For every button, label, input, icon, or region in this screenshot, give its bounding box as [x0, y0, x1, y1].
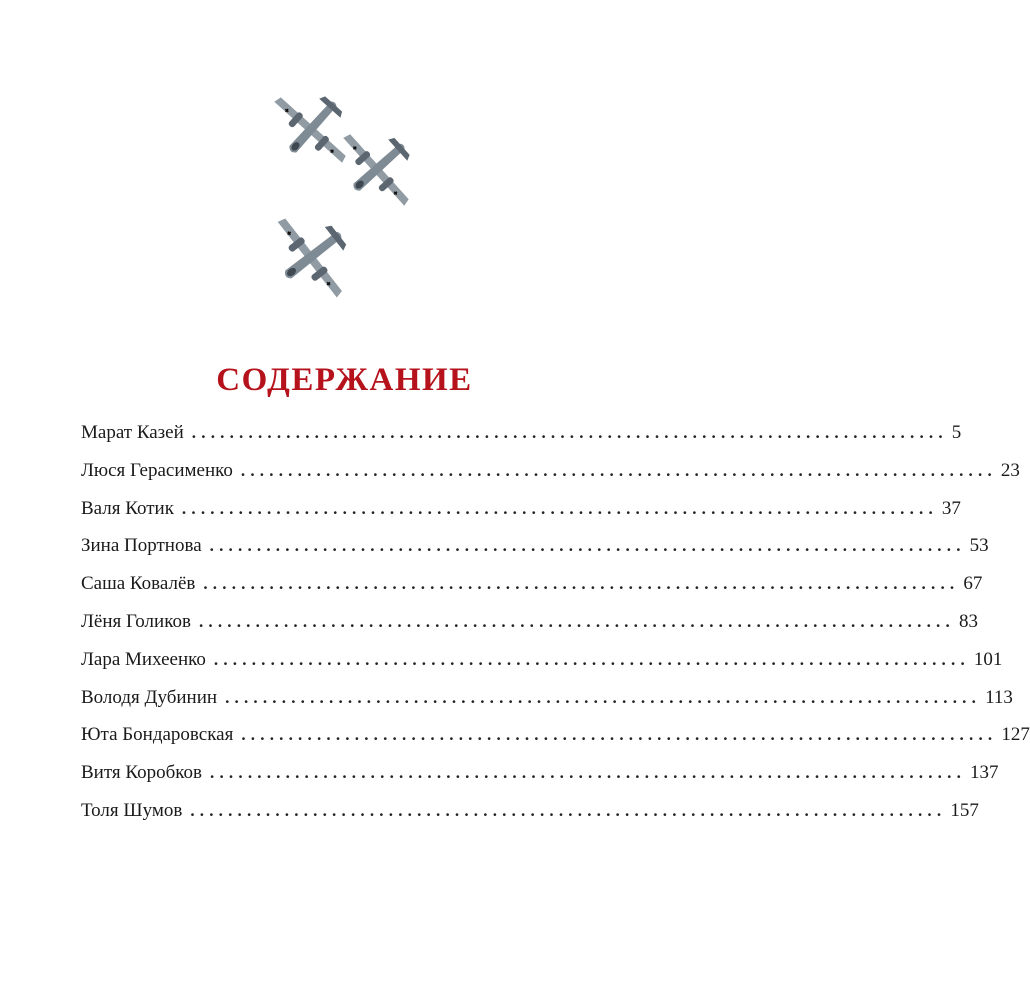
toc-entry-page-number: 157 [950, 799, 979, 821]
toc-entry[interactable] [81, 762, 999, 800]
toc-entry[interactable] [81, 648, 1003, 687]
toc-entry[interactable] [81, 799, 979, 838]
dot-leader: ................................................................................ [181, 498, 938, 518]
toc-entry-page-number: 113 [985, 686, 1013, 708]
toc-entry-name: Юта Бондаровская [81, 724, 234, 746]
airplane-icon-1 [257, 72, 369, 182]
toc-entry-name: Валя Котик [81, 497, 174, 519]
toc-entry-page-number: 23 [1000, 459, 1020, 481]
airplanes-formation-icon [250, 78, 440, 310]
airplane-icon-3 [256, 196, 369, 314]
toc-entry-name: Толя Шумов [81, 799, 183, 821]
toc-entry-name: Лёня Голиков [81, 610, 191, 632]
toc-entry-name: Володя Дубинин [81, 686, 218, 708]
toc-entry-page-number: 53 [969, 535, 989, 557]
dot-leader: ................................................................................ [225, 687, 982, 707]
toc-entry[interactable] [81, 459, 1020, 498]
dot-leader: ................................................................................ [191, 423, 948, 442]
dot-leader: ................................................................................ [198, 611, 955, 631]
toc-entry-page-number: 5 [951, 422, 962, 443]
toc-entry-page-number: 127 [1001, 724, 1030, 746]
dot-leader: ................................................................................ [210, 763, 967, 783]
toc-entry-name: Люся Герасименко [81, 459, 233, 481]
toc-entry-page-number: 101 [973, 648, 1003, 670]
toc-entry-name: Саша Ковалёв [81, 573, 196, 595]
dot-leader: ................................................................................ [190, 800, 947, 820]
toc-entry[interactable] [81, 573, 983, 611]
dot-leader: ................................................................................ [209, 536, 966, 556]
toc-entry[interactable] [81, 724, 1030, 762]
toc-entry[interactable] [81, 535, 989, 573]
airplane-icon-2 [324, 111, 434, 223]
toc-entry-name: Лара Михеенко [81, 648, 206, 670]
toc-entry[interactable] [81, 686, 1013, 725]
toc-entry[interactable] [81, 497, 961, 536]
toc-entry-name: Марат Казей [81, 422, 184, 443]
toc-entry-name: Зина Портнова [81, 535, 202, 557]
toc-entry-page-number: 37 [941, 497, 961, 519]
toc-entry-page-number: 137 [970, 762, 999, 784]
page-title: СОДЕРЖАНИЕ [216, 362, 473, 398]
toc-entry-name: Витя Коробков [81, 762, 203, 784]
toc-entry[interactable] [81, 422, 962, 460]
dot-leader: ................................................................................ [241, 725, 998, 745]
toc-entry[interactable] [81, 610, 978, 649]
toc-entry-page-number: 83 [958, 610, 978, 632]
dot-leader: ................................................................................ [203, 574, 960, 594]
dot-leader: ................................................................................ [240, 460, 997, 480]
toc-entry-page-number: 67 [963, 573, 983, 595]
toc-list [81, 422, 1030, 838]
dot-leader: ................................................................................ [213, 649, 970, 669]
